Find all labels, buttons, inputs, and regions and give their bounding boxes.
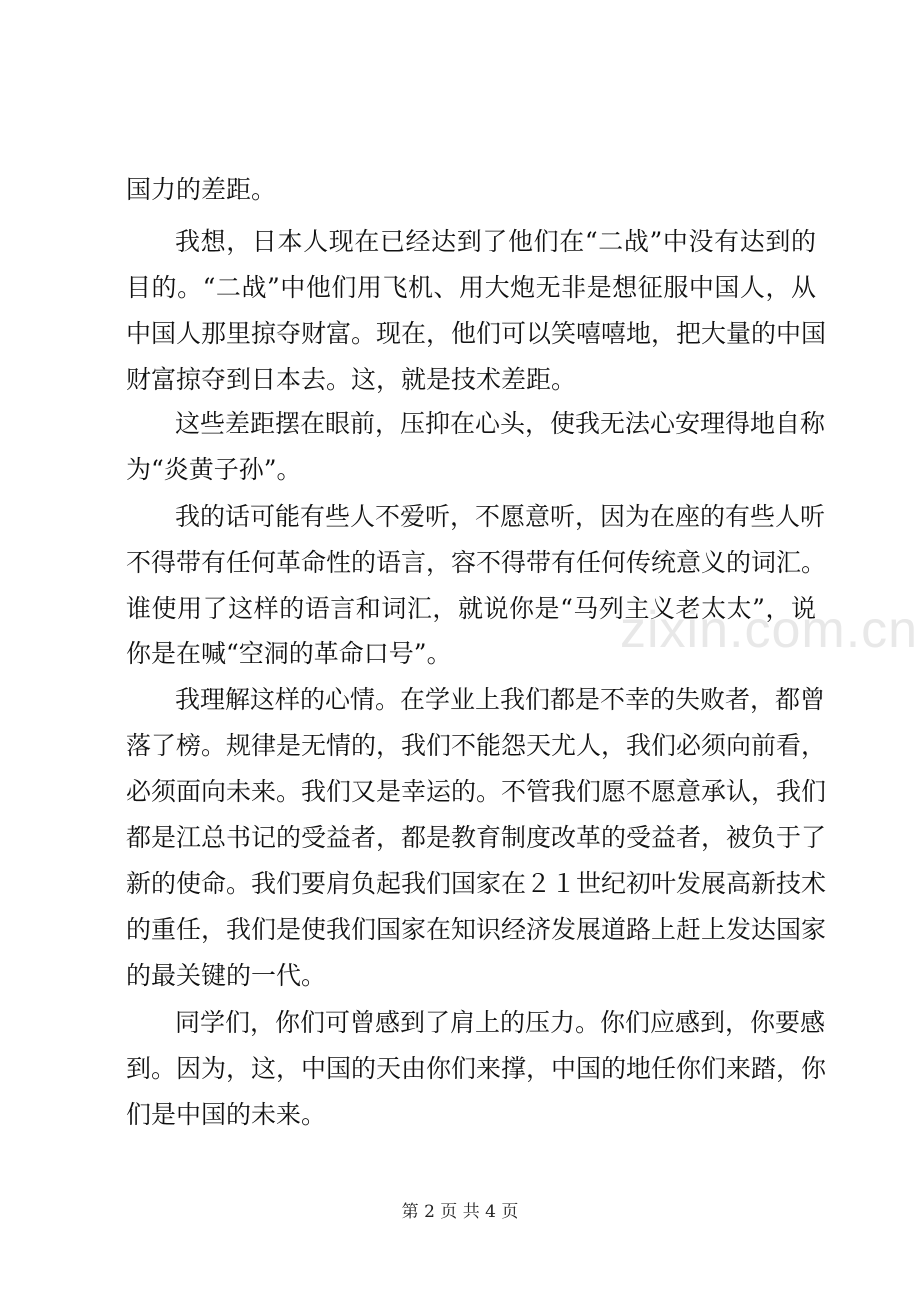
text-line: 谁使用了这样的语言和词汇，就说你是“马列主义老太太”，说 xyxy=(126,594,816,623)
text-line: 这些差距摆在眼前，压抑在心头，使我无法心安理得地自称 xyxy=(175,409,826,438)
watermark: zixin.com.cn xyxy=(620,601,919,659)
text-line: 到。因为，这，中国的天由你们来撑，中国的地任你们来踏，你 xyxy=(126,1054,827,1083)
text-line: 我的话可能有些人不爱听，不愿意听，因为在座的有些人听 xyxy=(175,502,826,531)
text-line: 落了榜。规律是无情的，我们不能怨天尤人，我们必须向前看， xyxy=(126,731,827,760)
text-line: 我想，日本人现在已经达到了他们在“二战”中没有达到的 xyxy=(175,227,816,256)
text-line: 的最关键的一代。 xyxy=(126,961,327,990)
text-line: 财富掠夺到日本去。这，就是技术差距。 xyxy=(126,365,577,394)
text-line: 中国人那里掠夺财富。现在，他们可以笑嘻嘻地，把大量的中国 xyxy=(126,319,827,348)
text-line: 我理解这样的心情。在学业上我们都是不幸的失败者，都曾 xyxy=(175,685,826,714)
text-line: 的重任，我们是使我们国家在知识经济发展道路上赶上发达国家 xyxy=(126,915,827,944)
page-footer: 第 2 页 共 4 页 xyxy=(401,1202,519,1222)
text-line: 都是江总书记的受益者，都是教育制度改革的受益者，被负于了 xyxy=(126,823,827,852)
text-line: 们是中国的未来。 xyxy=(126,1100,327,1129)
text-line: 同学们，你们可曾感到了肩上的压力。你们应感到，你要感 xyxy=(175,1008,826,1037)
text-line: 你是在喊“空洞的革命口号”。 xyxy=(126,639,452,668)
text-line: 为“炎黄子孙”。 xyxy=(126,455,302,484)
text-line: 新的使命。我们要肩负起我们国家在２１世纪初叶发展高新技术 xyxy=(126,869,827,898)
text-line: 不得带有任何革命性的语言，容不得带有任何传统意义的词汇。 xyxy=(126,548,827,577)
text-line: 目的。“二战”中他们用飞机、用大炮无非是想征服中国人，从 xyxy=(126,273,816,302)
text-line: 国力的差距。 xyxy=(126,175,277,204)
text-line: 必须面向未来。我们又是幸运的。不管我们愿不愿意承认，我们 xyxy=(126,777,827,806)
